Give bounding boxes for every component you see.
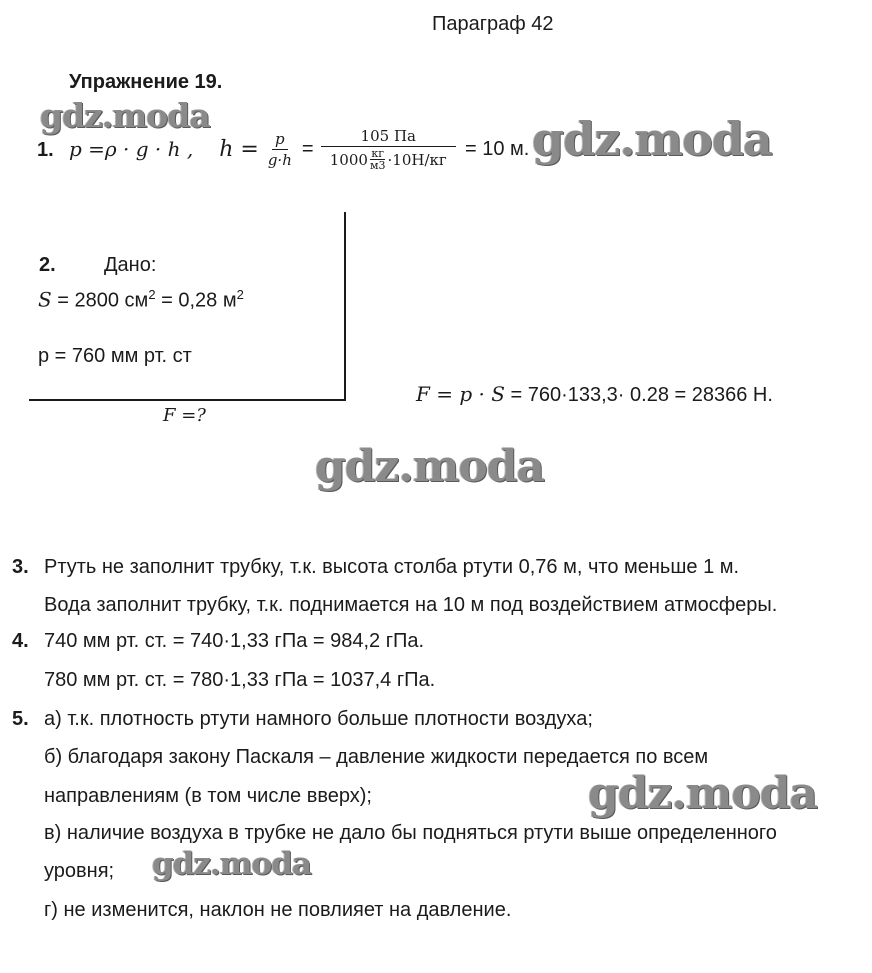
- task3-line-1: Ртуть не заполнит трубку, т.к. высота столба ртути 0,76 м, что меньше 1 м.: [44, 556, 740, 578]
- fraction-1-numerator: p: [272, 130, 288, 150]
- task2-solution: [416, 382, 773, 407]
- task3-line-2: Вода заполнит трубку, т.к. поднимается на 10 м под воздействием атмосферы.: [44, 594, 778, 616]
- area-exp-2: 2: [236, 287, 244, 302]
- given-area: [38, 287, 244, 313]
- solution-formula: F = p · S: [416, 382, 505, 406]
- task1-h-eq: h =: [219, 136, 259, 162]
- pressure-value: p = 760 мм рт. ст: [38, 345, 192, 367]
- task2-number: 2.: [39, 254, 56, 276]
- given-vertical-divider: [344, 212, 346, 400]
- watermark-3: gdz.moda: [315, 441, 545, 492]
- task5-item-c-line-2: уровня;: [44, 860, 115, 882]
- watermark-4: gdz.moda: [588, 768, 818, 819]
- denominator-density-unit: [369, 148, 387, 171]
- task5-item-d: г) не изменится, наклон не повлияет на давление.: [44, 899, 512, 921]
- solution-value: = 760·133,3· 0.28 = 28366 Н.: [504, 384, 773, 406]
- task3-number: 3.: [12, 556, 29, 578]
- denominator-coefficient: 1000: [329, 150, 368, 169]
- task5-item-c-line-1: в) наличие воздуха в трубке не дало бы подняться ртути выше определенного: [44, 822, 777, 844]
- task5-item-b-line-1: б) благодаря закону Паскаля – давление жидкости передается по всем: [44, 746, 709, 768]
- task1-equals: =: [301, 137, 314, 160]
- denominator-g: ·10Н/кг: [387, 150, 447, 169]
- watermark-2: gdz.moda: [532, 112, 772, 166]
- paragraph-title: Параграф 42: [432, 13, 554, 35]
- area-variable: S: [38, 287, 52, 312]
- unit-numerator: кг: [371, 147, 385, 160]
- unit-denominator: м3: [369, 159, 386, 172]
- task1-fraction-2: [321, 127, 456, 171]
- area-value-cm: = 2800 см: [57, 289, 149, 312]
- task4-line-2: 780 мм рт. ст. = 780·1,33 гПа = 1037,4 гПа.: [44, 669, 436, 691]
- task1-pressure-formula: p =ρ · g · h ,: [69, 137, 194, 161]
- given-label: Дано:: [104, 254, 157, 276]
- fraction-1-denominator: g·h: [267, 150, 292, 169]
- task1-result: = 10 м.: [464, 137, 530, 160]
- area-exp-1: 2: [148, 287, 156, 302]
- fraction-2-numerator: 105 Па: [321, 127, 456, 147]
- area-value-m: = 0,28 м: [155, 289, 237, 312]
- exercise-title: Упражнение 19.: [69, 71, 223, 93]
- task4-line-1: 740 мм рт. ст. = 740·1,33 гПа = 984,2 гПа.: [44, 630, 425, 652]
- task5-item-b-line-2: направлениям (в том числе вверх);: [44, 785, 372, 807]
- watermark-5: gdz.moda: [152, 846, 311, 882]
- fraction-2-denominator: [327, 147, 450, 171]
- find-force: F =?: [163, 405, 206, 426]
- task5-number: 5.: [12, 708, 29, 730]
- task4-number: 4.: [12, 630, 29, 652]
- task1-fraction-1: [265, 130, 295, 169]
- watermark-1: gdz.moda: [40, 96, 210, 135]
- task1-number: 1.: [37, 139, 54, 161]
- given-horizontal-divider: [29, 399, 346, 401]
- given-pressure: [38, 345, 192, 368]
- task1-formula: [69, 128, 529, 170]
- task5-item-a: а) т.к. плотность ртути намного больше плотности воздуха;: [44, 708, 593, 730]
